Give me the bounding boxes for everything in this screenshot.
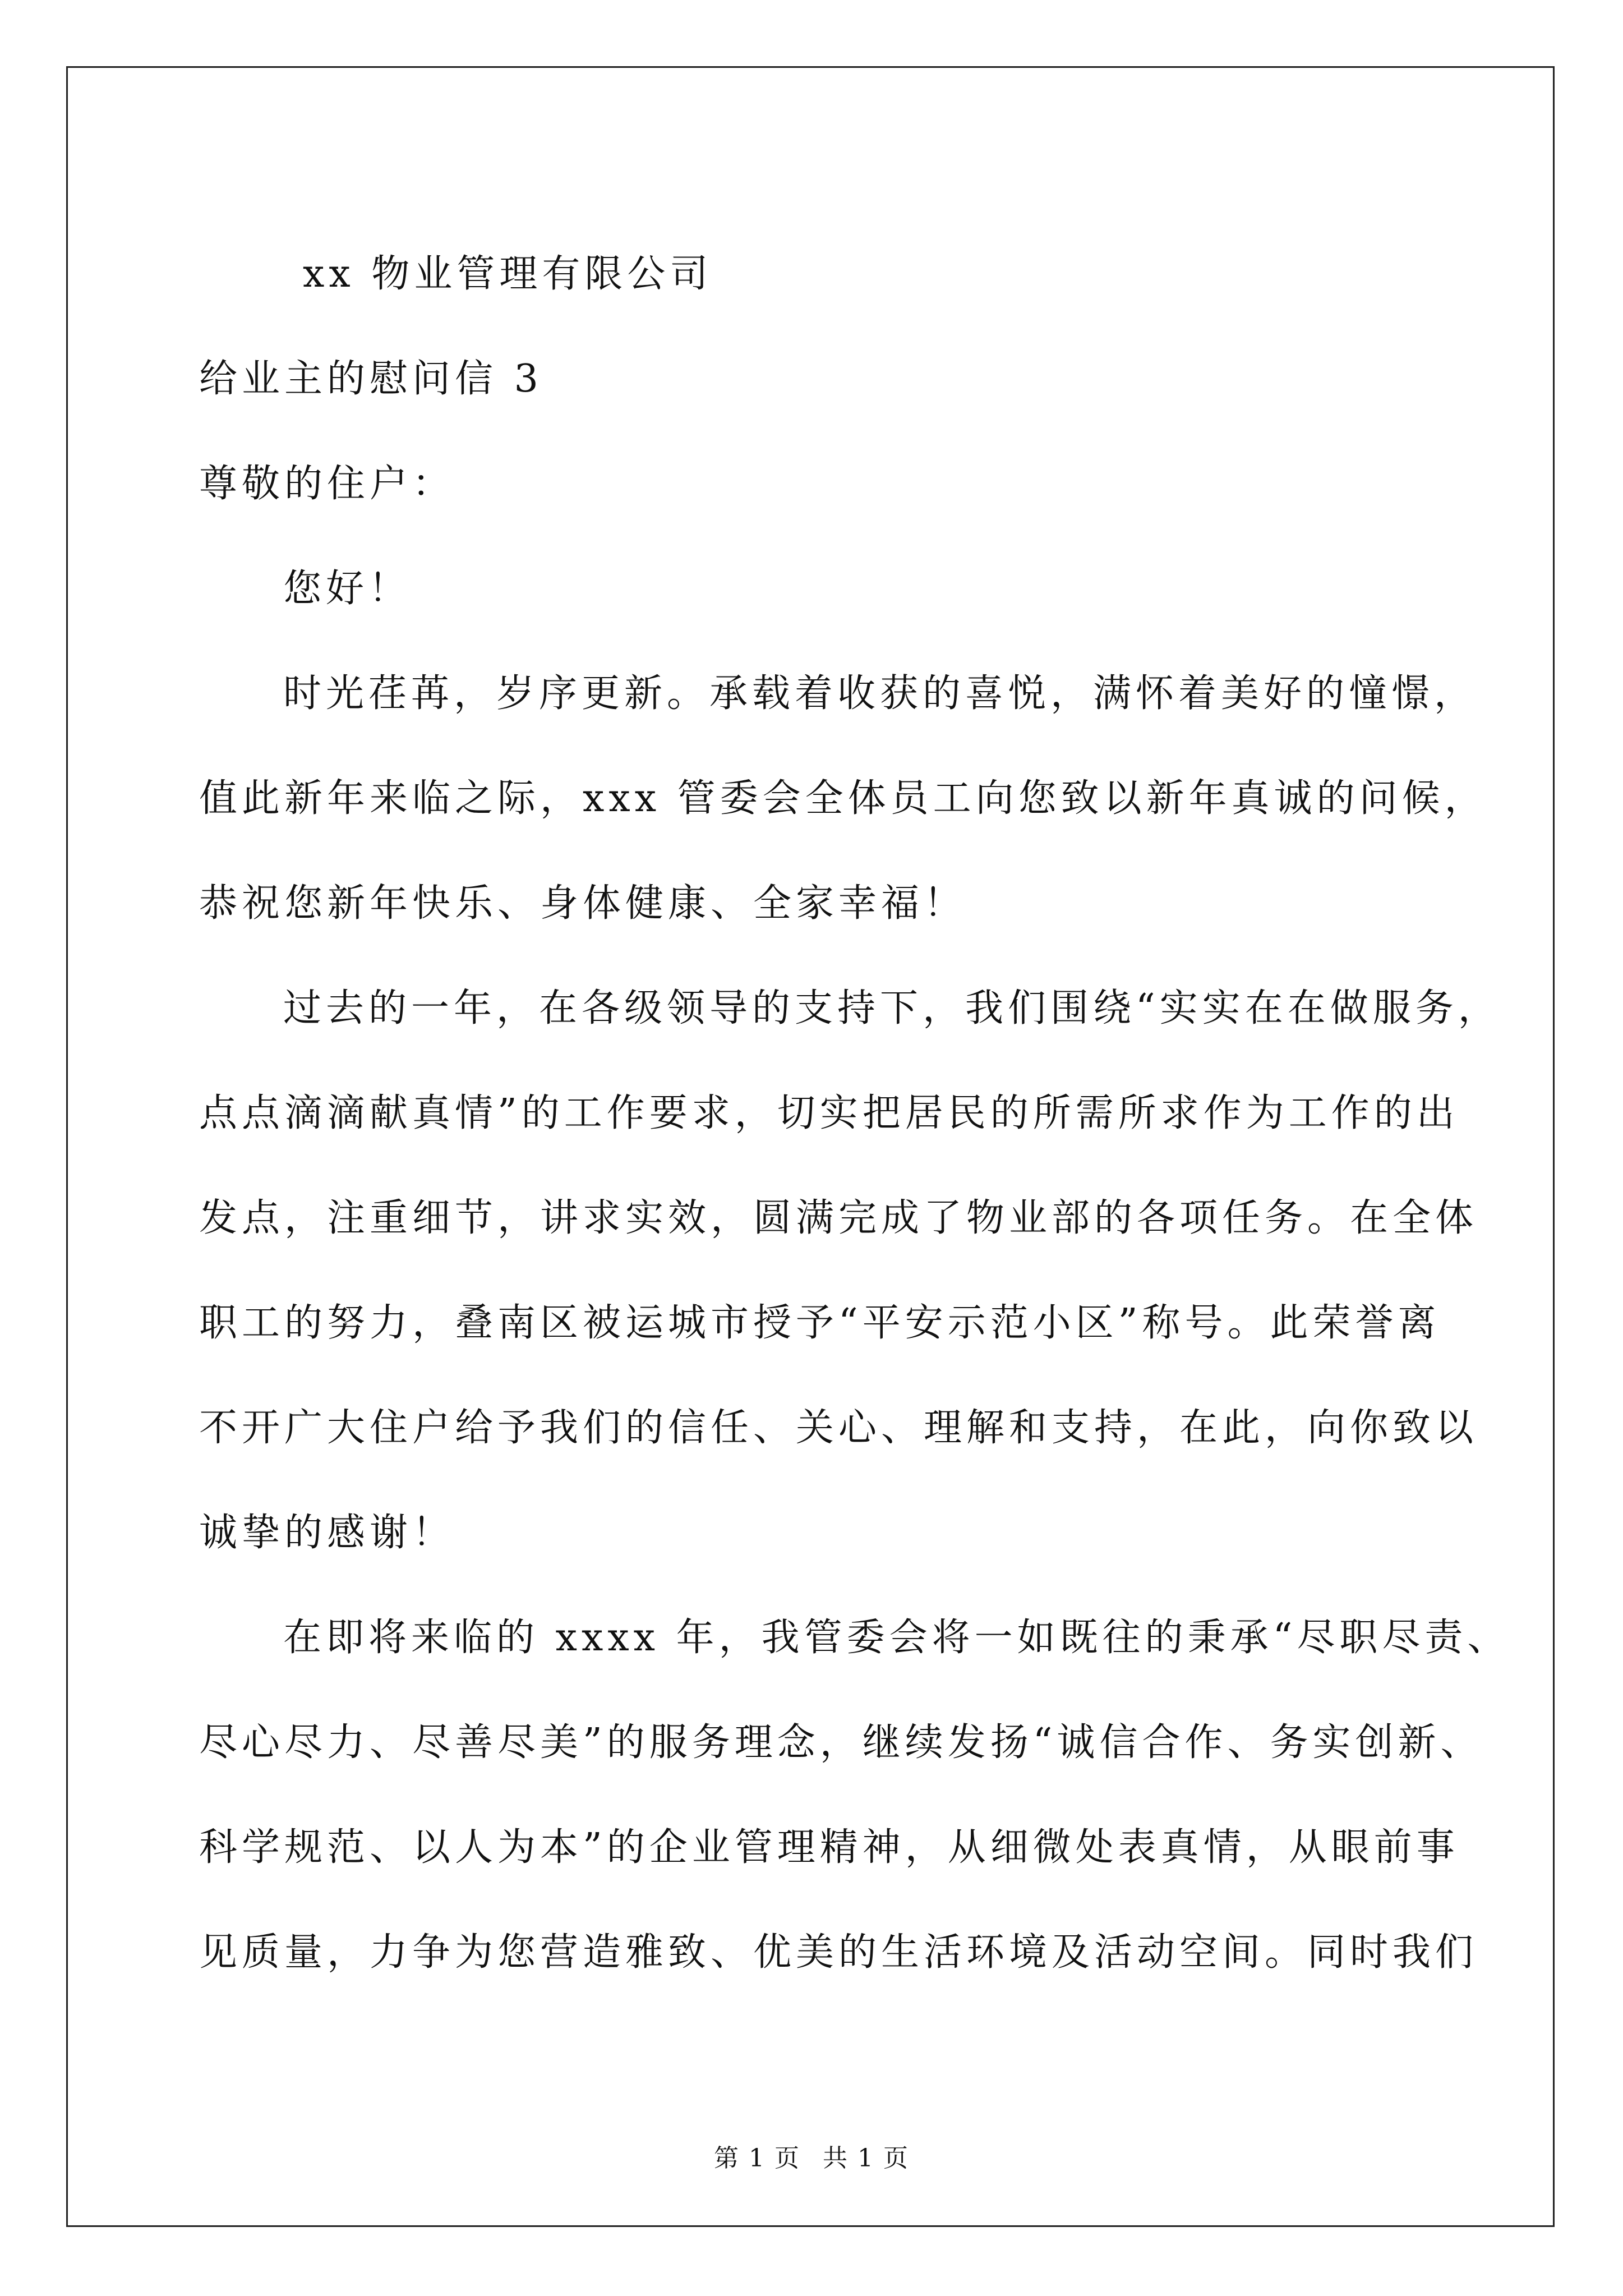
paragraph-line: 发点，注重细节，讲求实效，圆满完成了物业部的各项任务。在全体 <box>199 1196 1478 1240</box>
paragraph-line: 诚挚的感谢！ <box>199 1511 455 1555</box>
paragraph-line: 过去的一年，在各级领导的支持下，我们围绕“实实在在做服务， <box>283 986 1501 1030</box>
paragraph-line: 不开广大住户给予我们的信任、关心、理解和支持，在此，向你致以 <box>199 1406 1478 1450</box>
paragraph-line: 科学规范、以人为本”的企业管理精神，从细微处表真情，从眼前事 <box>199 1825 1459 1870</box>
paragraph-line: 在即将来临的 xxxx 年，我管委会将一如既往的秉承“尽职尽责、 <box>283 1616 1510 1660</box>
paragraph-line: 点点滴滴献真情”的工作要求，切实把居民的所需所求作为工作的出 <box>199 1091 1459 1135</box>
paragraph-line: 尽心尽力、尽善尽美”的服务理念，继续发扬“诚信合作、务实创新、 <box>199 1720 1483 1765</box>
paragraph-line: 恭祝您新年快乐、身体健康、全家幸福！ <box>199 881 967 926</box>
company-name: xx 物业管理有限公司 <box>303 252 713 296</box>
paragraph-line: 职工的努力，叠南区被运城市授予“平安示范小区”称号。此荣誉离 <box>199 1301 1441 1345</box>
page-number: 第 1 页 <box>714 2144 800 2173</box>
paragraph-line: 时光荏苒，岁序更新。承载着收获的喜悦，满怀着美好的憧憬， <box>283 671 1477 716</box>
salutation: 尊敬的住户： <box>199 462 455 506</box>
paragraph-line: 见质量，力争为您营造雅致、优美的生活环境及活动空间。同时我们 <box>199 1930 1478 1975</box>
document-body <box>199 222 1510 2005</box>
greeting: 您好！ <box>283 567 412 611</box>
paragraph-line: 值此新年来临之际，xxx 管委会全体员工向您致以新年真诚的问候， <box>199 776 1487 821</box>
document-title: 给业主的慰问信 3 <box>199 357 543 401</box>
page-count: 共 1 页 <box>823 2144 909 2173</box>
page-footer <box>0 2142 1623 2175</box>
